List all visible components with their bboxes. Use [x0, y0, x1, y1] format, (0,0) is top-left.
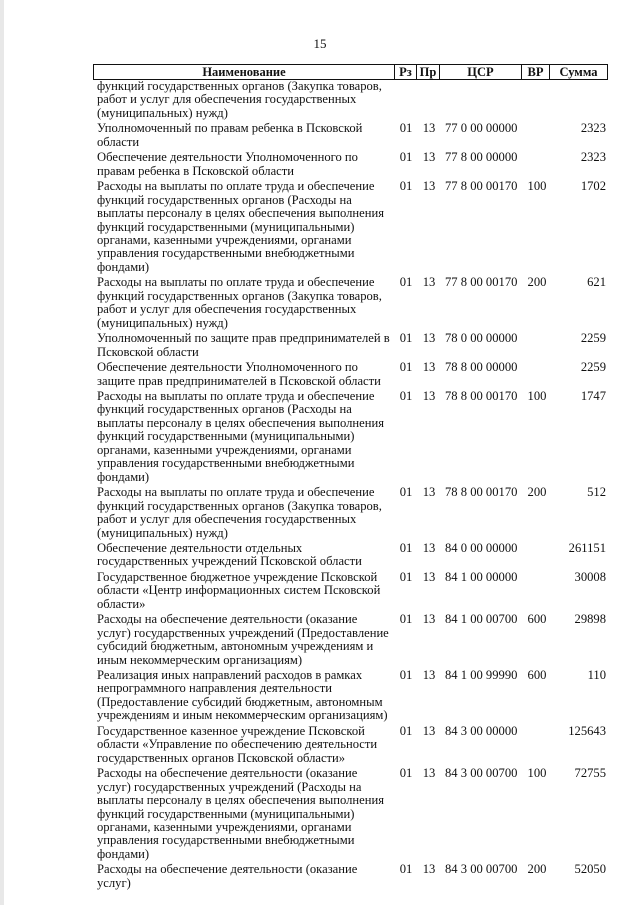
row-sum: 1702: [580, 179, 606, 194]
row-csr: 78 8 00 00000: [445, 360, 518, 375]
row-sum: 2259: [580, 360, 606, 375]
row-csr: 78 8 00 00170: [445, 485, 518, 500]
row-name: Государственное казенное учреждение Псковской области «Управление по обеспечению деятельности государственных органов Псковской области»: [97, 723, 378, 765]
row-pr: 13: [422, 121, 436, 136]
row-sum: 29898: [574, 612, 606, 627]
table-row: [0, 571, 640, 611]
row-pr: 13: [422, 331, 436, 346]
row-rz: 01: [399, 723, 413, 738]
row-rz: 01: [399, 668, 413, 683]
row-sum: 72755: [574, 766, 606, 781]
row-vr: 100: [527, 179, 547, 194]
row-csr: 77 0 00 00000: [445, 121, 518, 136]
row-name: Расходы на выплаты по оплате труда и обеспечение функций государственных органов (Закупка товаров, работ и услуг для обеспечения государственных (муниципальных) нужд): [97, 485, 382, 540]
row-vr: 200: [527, 862, 547, 877]
row-rz: 01: [399, 150, 413, 165]
row-vr: 100: [527, 388, 547, 403]
row-csr: 84 3 00 00000: [445, 723, 518, 738]
page-number: 15: [313, 36, 327, 51]
row-rz: 01: [399, 388, 413, 403]
row-pr: 13: [422, 388, 436, 403]
table-row: [0, 122, 640, 149]
row-sum: 30008: [574, 569, 606, 584]
row-vr: 200: [527, 485, 547, 500]
row-name: Реализация иных направлений расходов в рамках непрограммного направления деятельности (Предоставление субсидий бюджетным, автономным учреждениям и иным некоммерческим организациям): [97, 668, 388, 723]
table-row: [0, 276, 640, 330]
row-name: Государственное бюджетное учреждение Псковской области «Центр информационных систем Псковской области»: [97, 569, 381, 611]
row-name: Обеспечение деятельности Уполномоченного по защите прав предпринимателей в Псковской области: [97, 360, 381, 388]
row-pr: 13: [422, 569, 436, 584]
row-name: Обеспечение деятельности Уполномоченного по правам ребенка в Псковской области: [97, 150, 358, 178]
row-name: Расходы на обеспечение деятельности (оказание услуг): [97, 862, 358, 890]
row-sum: 110: [587, 668, 606, 683]
row-sum: 2323: [580, 150, 606, 165]
row-vr: 200: [527, 275, 547, 290]
row-pr: 13: [422, 723, 436, 738]
row-vr: 600: [527, 612, 547, 627]
row-csr: 84 1 00 00000: [445, 569, 518, 584]
row-pr: 13: [422, 766, 436, 781]
row-pr: 13: [422, 485, 436, 500]
row-sum: 1747: [580, 388, 606, 403]
row-csr: 77 8 00 00000: [445, 150, 518, 165]
row-pr: 13: [422, 360, 436, 375]
table-row: [0, 361, 640, 388]
row-sum: 52050: [574, 862, 606, 877]
row-rz: 01: [399, 485, 413, 500]
table-row: [0, 180, 640, 274]
header-vr: ВР: [527, 65, 544, 79]
row-rz: 01: [399, 331, 413, 346]
table-row: [0, 390, 640, 484]
table-row: [0, 151, 640, 178]
row-name: Расходы на обеспечение деятельности (оказание услуг) государственных учреждений (Расходы на выплаты персоналу в целях обеспечения выполнения функций государственными (муниципальными) органами, казенными учреждениями, органами управления государственными внебюджетными фондами): [97, 766, 384, 861]
row-vr: 100: [527, 766, 547, 781]
row-name: Расходы на выплаты по оплате труда и обеспечение функций государственных органов (Расходы на выплаты персоналу в целях обеспечения выполнения функций государственными (муниципальными) органами, казенными учреждениями, органами управления государственными внебюджетными фондами): [97, 388, 384, 484]
row-csr: 77 8 00 00170: [445, 275, 518, 290]
row-rz: 01: [399, 540, 413, 555]
row-rz: 01: [399, 569, 413, 584]
row-sum: 2323: [580, 121, 606, 136]
row-csr: 77 8 00 00170: [445, 179, 518, 194]
table-row: [0, 332, 640, 359]
row-name: Уполномоченный по защите прав предпринимателей в Псковской области: [97, 331, 390, 359]
row-pr: 13: [422, 275, 436, 290]
row-csr: 84 3 00 00700: [445, 766, 518, 781]
row-name: функций государственных органов (Закупка товаров, работ и услуг для обеспечения государственных (муниципальных) нужд): [97, 79, 382, 120]
table-row: [0, 80, 640, 120]
row-csr: 84 1 00 99990: [445, 668, 518, 683]
row-name: Расходы на выплаты по оплате труда и обеспечение функций государственных органов (Закупка товаров, работ и услуг для обеспечения государственных (муниципальных) нужд): [97, 275, 382, 330]
table-row: [0, 542, 640, 569]
row-csr: 78 8 00 00170: [445, 388, 518, 403]
row-csr: 84 1 00 00700: [445, 612, 518, 627]
row-pr: 13: [422, 179, 436, 194]
row-csr: 84 0 00 00000: [445, 540, 518, 555]
table-row: [0, 486, 640, 540]
header-csr: ЦСР: [467, 65, 494, 79]
row-rz: 01: [399, 862, 413, 877]
table-row: [0, 613, 640, 667]
row-sum: 512: [587, 485, 606, 500]
row-name: Уполномоченный по правам ребенка в Псковской области: [97, 121, 363, 149]
row-name: Расходы на обеспечение деятельности (оказание услуг) государственных учреждений (Предоставление субсидий бюджетным, автономным учреждениям и иным некоммерческим организациям): [97, 612, 389, 667]
row-pr: 13: [422, 150, 436, 165]
table-row: [0, 669, 640, 723]
row-rz: 01: [399, 121, 413, 136]
header-name: Наименование: [202, 65, 286, 79]
row-name: Обеспечение деятельности отдельных государственных учреждений Псковской области: [97, 540, 362, 569]
row-vr: 600: [527, 668, 547, 683]
row-rz: 01: [399, 766, 413, 781]
table-row: [0, 767, 640, 861]
row-csr: 84 3 00 00700: [445, 862, 518, 877]
row-pr: 13: [422, 540, 436, 555]
header-rz: Рз: [399, 65, 412, 79]
row-rz: 01: [399, 360, 413, 375]
table-header: [93, 64, 608, 80]
row-sum: 621: [587, 275, 606, 290]
row-rz: 01: [399, 179, 413, 194]
row-sum: 125643: [568, 723, 606, 738]
row-sum: 2259: [580, 331, 606, 346]
row-sum: 261151: [568, 540, 606, 555]
table-body: [0, 80, 640, 892]
table-row: [0, 725, 640, 765]
row-name: Расходы на выплаты по оплате труда и обеспечение функций государственных органов (Расходы на выплаты персоналу в целях обеспечения выполнения функций государственными (муниципальными) органами, казенными учреждениями, органами управления государственными внебюджетными фондами): [97, 179, 384, 274]
header-sum: Сумма: [559, 65, 598, 79]
row-rz: 01: [399, 612, 413, 627]
row-pr: 13: [422, 668, 436, 683]
row-csr: 78 0 00 00000: [445, 331, 518, 346]
row-pr: 13: [422, 612, 436, 627]
table-row: [0, 863, 640, 890]
header-pr: Пр: [419, 65, 437, 79]
row-pr: 13: [422, 862, 436, 877]
row-rz: 01: [399, 275, 413, 290]
